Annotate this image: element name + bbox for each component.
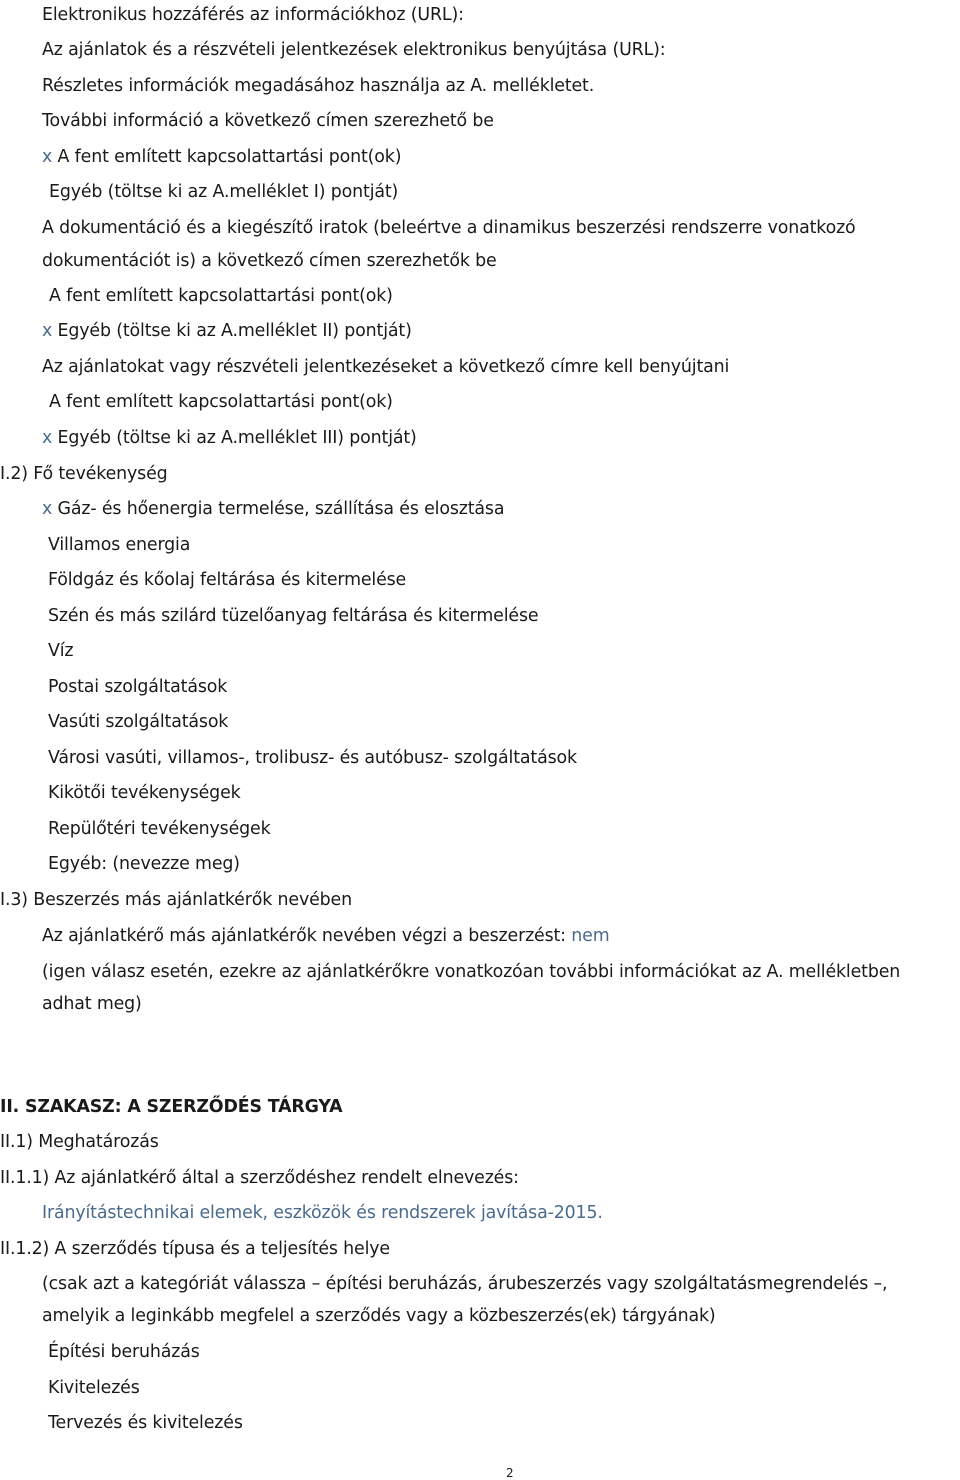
further-info-heading: További információ a következő címen szerezhető be [42, 111, 494, 131]
section-ii-heading: II. SZAKASZ: A SZERZŐDÉS TÁRGYA [0, 1097, 343, 1117]
activity-coal-exploration: Szén és más szilárd tüzelőanyag feltárása és kitermelése [48, 606, 539, 626]
activity-port: Kikötői tevékenységek [48, 783, 241, 803]
section-ii11-heading: II.1.1) Az ajánlatkérő által a szerződéshez rendelt elnevezés: [0, 1168, 519, 1188]
option-label: Egyéb (töltse ki az A.melléklet III) pontját) [57, 428, 417, 448]
activity-water: Víz [48, 641, 74, 661]
contract-title: Irányítástechnikai elemek, eszközök és rendszerek javítása-2015. [42, 1203, 603, 1223]
activity-other: Egyéb: (nevezze meg) [48, 854, 240, 874]
activity-label: Gáz- és hőenergia termelése, szállítása és elosztása [57, 499, 505, 519]
joint-procurement-label: Az ajánlatkérő más ajánlatkérők nevében végzi a beszerzést: [42, 926, 566, 946]
option-label: A fent említett kapcsolattartási pont(ok) [57, 147, 402, 167]
joint-procurement-line [42, 925, 610, 947]
section-i2-heading: I.2) Fő tevékenység [0, 464, 168, 484]
section-ii12-heading: II.1.2) A szerződés típusa és a teljesítés helye [0, 1239, 390, 1259]
option-other-annex-iii [42, 427, 417, 449]
activity-gas-heat [42, 498, 504, 520]
contract-type-note-line2: amelyik a leginkább megfelel a szerződés vagy a közbeszerzés(ek) tárgyának) [42, 1306, 716, 1326]
electronic-submission-url-line: Az ajánlatok és a részvételi jelentkezések elektronikus benyújtása (URL): [42, 40, 666, 60]
joint-procurement-note-line1: (igen válasz esetén, ezekre az ajánlatkérőkre vonatkozóan további információkat az A. mellékletben [42, 962, 901, 982]
activity-electricity: Villamos energia [48, 535, 191, 555]
submission-address-heading: Az ajánlatokat vagy részvételi jelentkezéseket a következő címre kell benyújtani [42, 357, 730, 377]
activity-gas-oil-exploration: Földgáz és kőolaj feltárása és kitermelése [48, 570, 407, 590]
electronic-access-url-line: Elektronikus hozzáférés az információkhoz (URL): [42, 5, 464, 25]
annex-a-info-line: Részletes információk megadásához használja az A. mellékletet. [42, 76, 595, 96]
section-i3-heading: I.3) Beszerzés más ajánlatkérők nevében [0, 890, 352, 910]
option-contact-point-1 [42, 146, 401, 168]
documentation-heading-line1: A dokumentáció és a kiegészítő iratok (beleértve a dinamikus beszerzési rendszerre vonatkozó [42, 218, 856, 238]
section-ii1-heading: II.1) Meghatározás [0, 1132, 159, 1152]
joint-procurement-answer: nem [571, 926, 610, 946]
documentation-heading-line2: dokumentációt is) a következő címen szerezhetők be [42, 251, 497, 271]
option-design-execution: Tervezés és kivitelezés [48, 1413, 243, 1433]
check-mark: x [42, 499, 53, 519]
activity-railway: Vasúti szolgáltatások [48, 712, 229, 732]
option-other-annex-ii [42, 320, 412, 342]
option-contact-point-3: A fent említett kapcsolattartási pont(ok) [49, 392, 393, 412]
activity-urban-transport: Városi vasúti, villamos-, trolibusz- és autóbusz- szolgáltatások [48, 748, 577, 768]
activity-airport: Repülőtéri tevékenységek [48, 819, 271, 839]
option-execution: Kivitelezés [48, 1378, 140, 1398]
check-mark: x [42, 147, 53, 167]
contract-type-note-line1: (csak azt a kategóriát válassza – építési beruházás, árubeszerzés vagy szolgáltatásmegrendelés –, [42, 1274, 888, 1294]
check-mark: x [42, 428, 53, 448]
joint-procurement-note-line2: adhat meg) [42, 994, 142, 1014]
page-number: 2 [506, 1466, 514, 1480]
option-contact-point-2: A fent említett kapcsolattartási pont(ok) [49, 286, 393, 306]
activity-postal: Postai szolgáltatások [48, 677, 228, 697]
option-label: Egyéb (töltse ki az A.melléklet II) pontját) [57, 321, 412, 341]
check-mark: x [42, 321, 53, 341]
option-works: Építési beruházás [48, 1342, 200, 1362]
option-other-annex-i: Egyéb (töltse ki az A.melléklet I) pontját) [49, 182, 399, 202]
